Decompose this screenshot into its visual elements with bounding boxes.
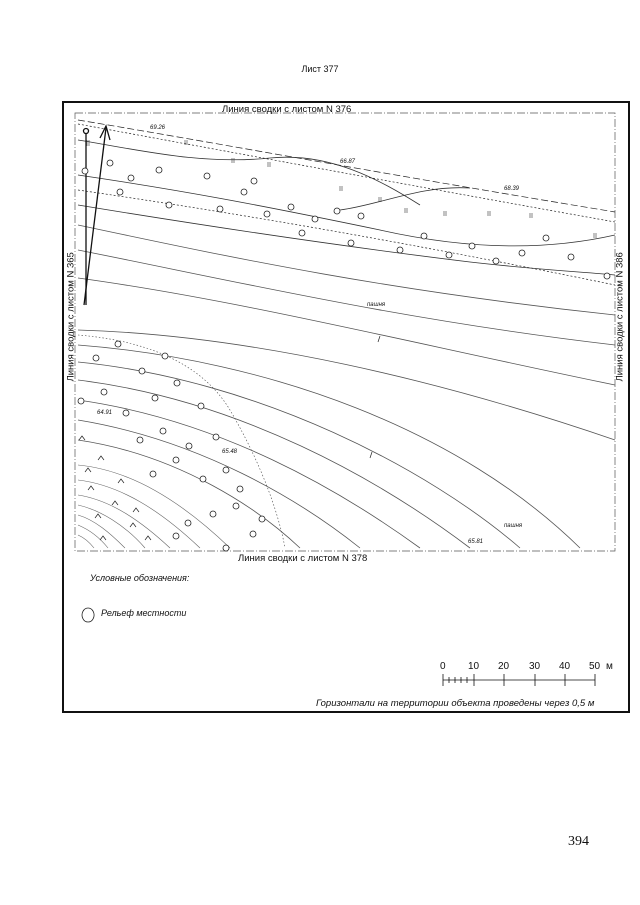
area-label: пашня [367,302,386,308]
border-label-top: Линия сводки с листом N 376 [222,104,352,115]
dotted-boundary [78,335,285,548]
scale-tick-label: 0 [440,661,446,672]
elevation-label: 65.81 [468,539,484,545]
elevation-label: 68.39 [504,186,520,192]
north-arrow-icon [84,126,111,305]
scale-tick-label: 30 [529,661,541,672]
vegetation-marks [87,140,596,238]
border-label-left: Линия сводки с листом N 365 [65,252,77,382]
border-label-right: Линия сводки с листом N 386 [614,252,626,382]
scale-tick-label: 10 [468,661,480,672]
contour-interval-note: Горизонтали на территории объекта проведены через 0,5 м [316,698,595,709]
scale-tick-label: 40 [559,661,571,672]
slope-markers [370,336,380,458]
legend-title: Условные обозначения: [90,573,190,583]
elevation-label: 65.48 [222,449,238,455]
shrub-symbols [79,436,151,540]
elevation-label: 66.87 [340,159,356,165]
border-label-bottom: Линия сводки с листом N 378 [238,553,368,564]
elevation-label: 64.91 [97,410,113,416]
scale-bar [443,674,595,686]
scale-unit: м [606,661,613,672]
elevation-label: 69.26 [150,125,166,131]
legend-item-label: Рельеф местности [101,608,187,618]
upper-band-lines [78,120,615,285]
page-number: 394 [568,834,589,849]
scale-tick-label: 20 [498,661,510,672]
area-label: пашня [504,523,523,529]
map-inner-boundary [75,113,615,551]
middle-contours [78,225,615,548]
relief-symbol-icon [82,608,94,622]
sheet-title: Лист 377 [301,64,339,74]
lower-left-contours [78,465,230,548]
scale-tick-label: 50 [589,661,601,672]
